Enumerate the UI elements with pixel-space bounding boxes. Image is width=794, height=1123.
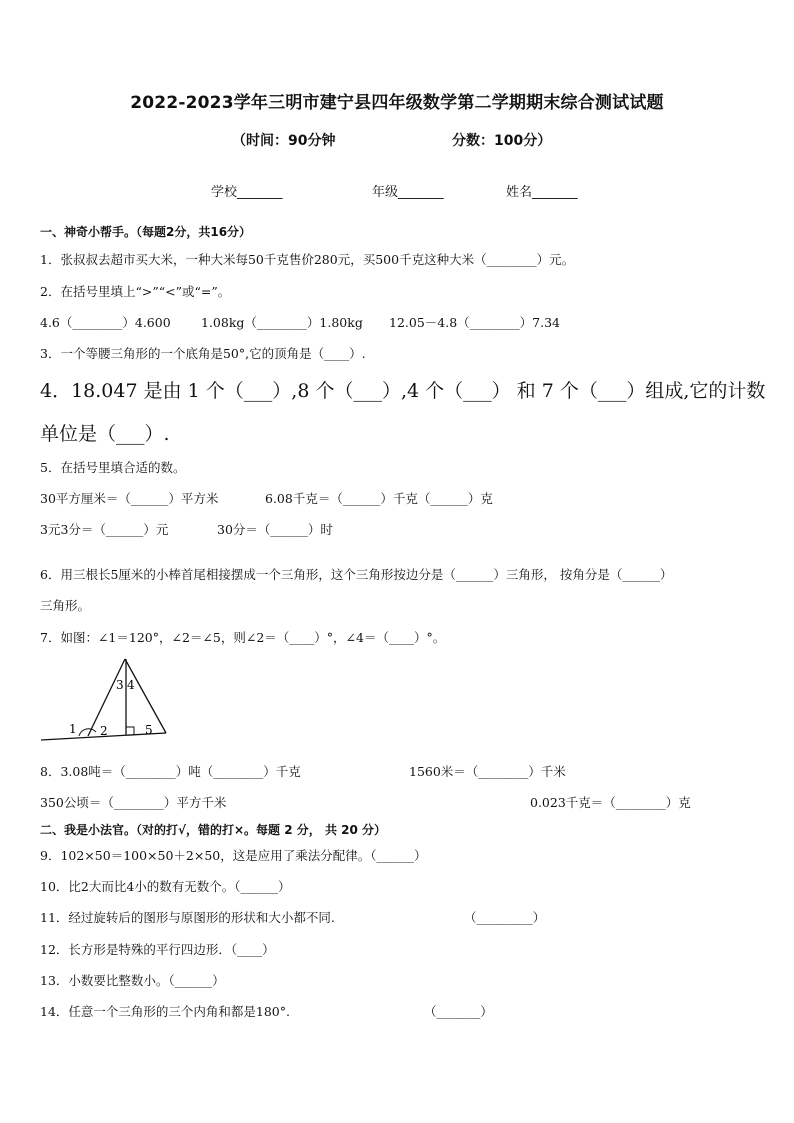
question-5b: 6.08千克＝（______）千克（______）克 <box>265 491 493 506</box>
question-5c: 3元3分＝（______）元 <box>40 522 169 537</box>
question-2a: 4.6（________）4.600 <box>40 315 171 330</box>
section-1-heading: 一、神奇小帮手。（每题2分，共16分） <box>40 225 252 239</box>
question-8b: 1560米＝（________）千米 <box>409 764 566 779</box>
question-3: 3．一个等腰三角形的一个底角是50°,它的顶角是（____）. <box>40 346 366 361</box>
question-5d: 30分＝（______）时 <box>217 522 333 537</box>
question-10: 10．比2大而比4小的数有无数个。（______） <box>40 879 291 894</box>
question-8a: 8．3.08吨＝（________）吨（________）千克 <box>40 764 301 779</box>
angle-label-2: 2 <box>100 724 108 738</box>
question-6-line1: 6．用三根长5厘米的小棒首尾相接摆成一个三角形，这个三角形按边分是（______）三角形， 按角分是（______） <box>40 567 673 582</box>
question-11: 11．经过旋转后的图形与原图形的形状和大小都不同. <box>40 910 335 925</box>
triangle-figure <box>38 655 173 745</box>
question-2c: 12.05－4.8（________）7.34 <box>389 315 560 330</box>
angle-label-1: 1 <box>69 722 77 736</box>
question-13: 13．小数要比整数小。（______） <box>40 973 225 988</box>
time-label: （时间：90分钟 <box>232 133 336 149</box>
right-side <box>125 659 166 733</box>
grade-field: 年级_______ <box>372 185 444 200</box>
name-field: 姓名_______ <box>506 185 578 200</box>
question-5: 5．在括号里填合适的数。 <box>40 460 186 475</box>
angle-arc <box>79 729 96 736</box>
question-4-line2: 单位是（___）. <box>40 423 170 445</box>
question-5a: 30平方厘米＝（______）平方米 <box>40 491 219 506</box>
question-14-blank: （_______） <box>424 1004 493 1019</box>
section-2-heading: 二、我是小法官。（对的打√，错的打×。每题 2 分， 共 20 分） <box>40 823 386 837</box>
question-9: 9．102×50＝100×50＋2×50，这是应用了乘法分配律。（______） <box>40 848 427 863</box>
question-2b: 1.08kg（________）1.80kg <box>201 315 363 330</box>
question-4-line1: 4．18.047 是由 1 个（___）,8 个（___）,4 个（___） 和 7 个（___）组成,它的计数 <box>40 380 766 402</box>
question-14: 14．任意一个三角形的三个内角和都是180°. <box>40 1004 290 1019</box>
angle-label-3: 3 <box>116 678 124 692</box>
question-6-line2: 三角形。 <box>40 598 91 613</box>
question-8c: 350公顷＝（________）平方千米 <box>40 795 227 810</box>
school-field: 学校_______ <box>211 185 283 200</box>
question-8d: 0.023千克＝（________）克 <box>530 795 691 810</box>
score-label: 分数：100分） <box>452 133 552 149</box>
angle-label-5: 5 <box>145 723 153 737</box>
question-2: 2．在括号里填上“>”“<”或“=”。 <box>40 284 231 299</box>
page-title: 2022-2023学年三明市建宁县四年级数学第二学期期末综合测试试题 <box>130 93 664 113</box>
question-11-blank: （_________） <box>464 910 546 925</box>
question-12: 12．长方形是特殊的平行四边形．（____） <box>40 942 275 957</box>
question-7: 7．如图：∠1＝120°，∠2＝∠5，则∠2＝（____）°，∠4＝（____）°。 <box>40 630 446 645</box>
right-angle-mark <box>126 727 134 735</box>
angle-label-4: 4 <box>127 678 135 692</box>
question-1: 1．张叔叔去超市买大米，一种大米每50千克售价280元，买500千克这种大米（________）元。 <box>40 252 575 267</box>
